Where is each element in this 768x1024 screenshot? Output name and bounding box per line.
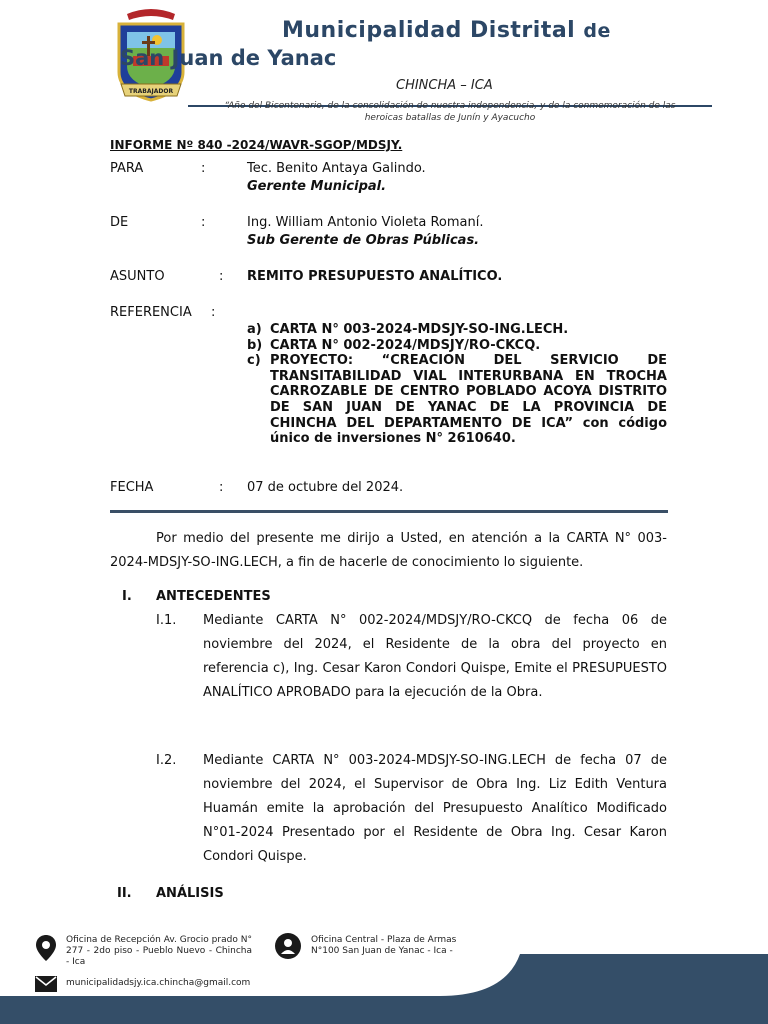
report-number: INFORME Nº 840 -2024/WAVR-SGOP/MDSJY. [110, 138, 403, 152]
footer-email: municipalidadsjy.ica.chincha@gmail.com [66, 978, 251, 988]
municipality-name: Municipalidad Distrital de [282, 18, 611, 43]
district-name: San Juan de Yanac [120, 46, 337, 70]
item-text: Mediante CARTA N° 002-2024/MDSJY/RO-CKCQ de fecha 06 de noviembre del 2024, el Residente de la obra del proyecto en referencia c), Ing. Cesar Karon Condori Quispe, Emite el PRESUPUESTO ANALÍTICO APROBADO para la ejecución de la Obra. [203, 613, 667, 700]
reference-item [247, 338, 667, 354]
referencia-colon: : [211, 305, 216, 320]
item-number: I.1. [156, 613, 177, 628]
fecha-colon: : [219, 480, 224, 495]
para-role: Gerente Municipal. [247, 179, 387, 194]
crest-banner-text: TRABAJADOR [128, 88, 174, 95]
reference-marker: b) [247, 337, 263, 353]
location-pin-icon [36, 935, 56, 961]
city-province: CHINCHA – ICA [396, 78, 493, 93]
section-numeral: I. [122, 589, 132, 604]
de-name: Ing. William Antonio Violeta Romaní. [247, 215, 484, 230]
de-colon: : [201, 215, 206, 230]
asunto-colon: : [219, 269, 224, 284]
section-divider [110, 510, 668, 513]
fecha-value: 07 de octubre del 2024. [247, 480, 404, 495]
reference-text: CARTA N° 003-2024-MDSJY-SO-ING.LECH. [270, 322, 569, 337]
para-colon: : [201, 161, 206, 176]
referencia-label: REFERENCIA [110, 305, 192, 320]
asunto-value: REMITO PRESUPUESTO ANALÍTICO. [247, 269, 503, 284]
year-motto: “Año del Bicentenario, de la consolidación de nuestra independencia, y de la conmemoración de las heroicas batallas de Junín y Ayacucho [224, 101, 676, 123]
asunto-label: ASUNTO [110, 269, 165, 284]
fecha-label: FECHA [110, 480, 154, 495]
municipality-name-suffix: de [583, 20, 611, 42]
user-circle-icon [275, 933, 301, 959]
intro-paragraph: Por medio del presente me dirijo a Usted, en atención a la CARTA N° 003-2024-MDSJY-SO-ING.LECH, a fin de hacerle de conocimiento lo siguiente. [110, 531, 667, 570]
item-number: I.2. [156, 753, 177, 768]
de-role: Sub Gerente de Obras Públicas. [247, 233, 480, 248]
reference-item [247, 353, 667, 447]
item-text: Mediante CARTA N° 003-2024-MDSJY-SO-ING.LECH de fecha 07 de noviembre del 2024, el Supervisor de Obra Ing. Liz Edith Ventura Huamán emite la aprobación del Presupuesto Analítico Modificado N°01-2024 Presentado por el Residente de Obra Ing. Cesar Karon Condori Quispe. [203, 753, 667, 864]
section-title-antecedentes: ANTECEDENTES [156, 589, 271, 604]
footer-central-address: Oficina Central - Plaza de Armas N°100 San Juan de Yanac - Ica - [311, 935, 457, 956]
reference-marker: c) [247, 353, 261, 369]
reference-text: PROYECTO: “CREACION DEL SERVICIO DE TRANSITABILIDAD VIAL INTERURBANA EN TROCHA CARROZABLE DE CENTRO POBLADO ACOYA DISTRITO DE SAN JUAN DE YANAC DE LA PROVINCIA DE CHINCHA DEL DEPARTAMENTO DE ICA” con código único de inversiones N° 2610640. [270, 353, 667, 447]
section-numeral: II. [117, 886, 132, 901]
reference-marker: a) [247, 322, 262, 337]
reference-list [247, 322, 667, 447]
reference-text: CARTA N° 002-2024/MDSJY/RO-CKCQ. [270, 337, 541, 353]
para-label: PARA [110, 161, 144, 176]
section-title-analisis: ANÁLISIS [156, 886, 224, 901]
email-envelope-icon [35, 976, 57, 992]
de-label: DE [110, 215, 129, 230]
reference-item [247, 322, 667, 338]
para-name: Tec. Benito Antaya Galindo. [247, 161, 426, 176]
footer-reception-address: Oficina de Recepción Av. Grocio prado N° 277 - 2do piso - Pueblo Nuevo - Chincha - Ica [66, 935, 252, 967]
